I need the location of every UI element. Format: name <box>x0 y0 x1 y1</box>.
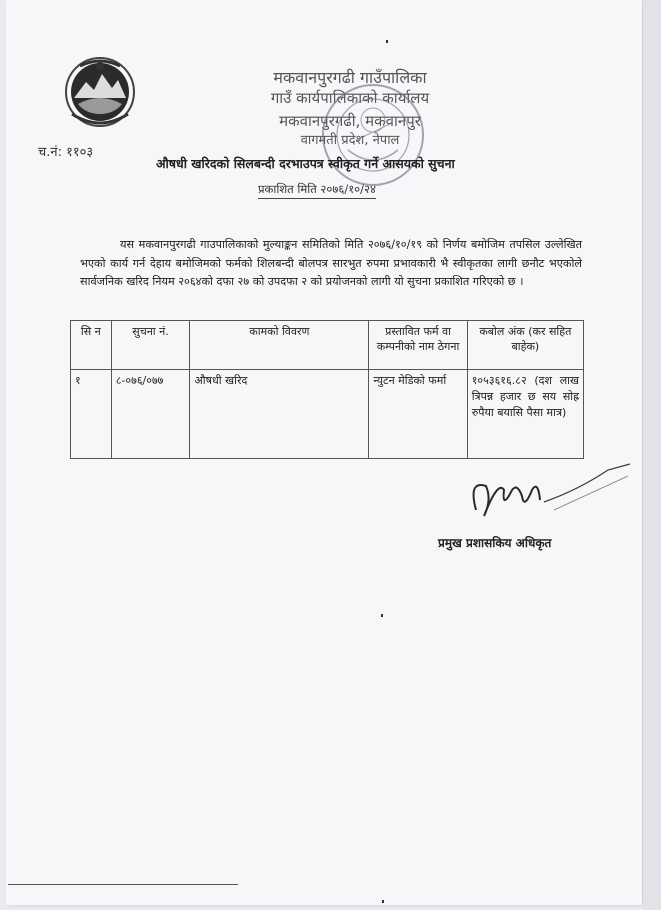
header-office: गाउँ कार्यपालिकाको कार्यालय <box>270 89 430 107</box>
signatory-title: प्रमुख प्रशासकिय अधिकृत <box>438 536 552 550</box>
header-municipality: मकवानपुरगढी गाउँपालिका <box>273 68 427 87</box>
scan-artifact-line <box>8 884 238 885</box>
header-amount: कबोल अंक (कर सहित बाहेक) <box>467 321 583 370</box>
table-row <box>71 370 584 459</box>
header-location: मकवानपुरगढी, मकवानपुर <box>279 112 421 130</box>
notice-body <box>80 236 582 292</box>
table-header-row <box>71 321 584 370</box>
scan-speck <box>381 614 383 617</box>
details-table <box>70 320 584 459</box>
published-date: प्रकाशित मिति २०७६/१०/२४ <box>258 182 376 199</box>
scan-speck <box>382 900 384 903</box>
scan-edge <box>643 0 661 910</box>
header-sn: सि न <box>71 321 112 370</box>
cell-sn: १ <box>71 370 112 459</box>
notice-title: औषधी खरिदको सिलबन्दी दरभाउपत्र स्वीकृत गर्ने आसयको सुचना <box>156 156 455 171</box>
header-notice-no: सुचना नं. <box>111 321 190 370</box>
header-province: वागमती प्रदेश, नेपाल <box>300 133 400 148</box>
cell-work-desc: औषधी खरिद <box>190 370 369 459</box>
official-seal-stamp <box>318 80 428 190</box>
cell-firm: न्युटन मेडिको फर्मा <box>369 370 467 459</box>
cell-amount: १०५३६१६.८२ (दश लाख त्रिपन्न हजार छ सय सोह्र रुपैया बयासि पैसा मात्र) <box>467 370 583 459</box>
header-firm: प्रस्तावित फर्म वा कम्पनीको नाम ठेगना <box>369 321 467 370</box>
handwritten-signature <box>458 450 638 540</box>
nepal-emblem-icon <box>60 52 140 130</box>
notice-body-text: यस मकवानपुरगढी गाउपालिकाको मुल्याङ्कन समितिको मिति २०७६/१०/१९ को निर्णय बमोजिम तपसिल उल्लेखित भएको कार्य गर्न देहाय बमोजिमको फर्मको शिलबन्दी बोलपत्र सारभुत रुपमा प्रभावकारी भै स्वीकृतका लागी छनौट भएकोले सार्वजनिक खरिद नियम २०६४को दफा २७ को उपदफा २ को प्रयोजनको लागी यो सुचना प्रकाशित गरिएको छ । <box>80 238 582 288</box>
scan-speck <box>386 40 388 43</box>
cell-notice-no: ८-०७६/०७७ <box>111 370 190 459</box>
header-work-desc: कामको विवरण <box>190 321 369 370</box>
reference-number: च.नं: ११०३ <box>38 145 94 160</box>
